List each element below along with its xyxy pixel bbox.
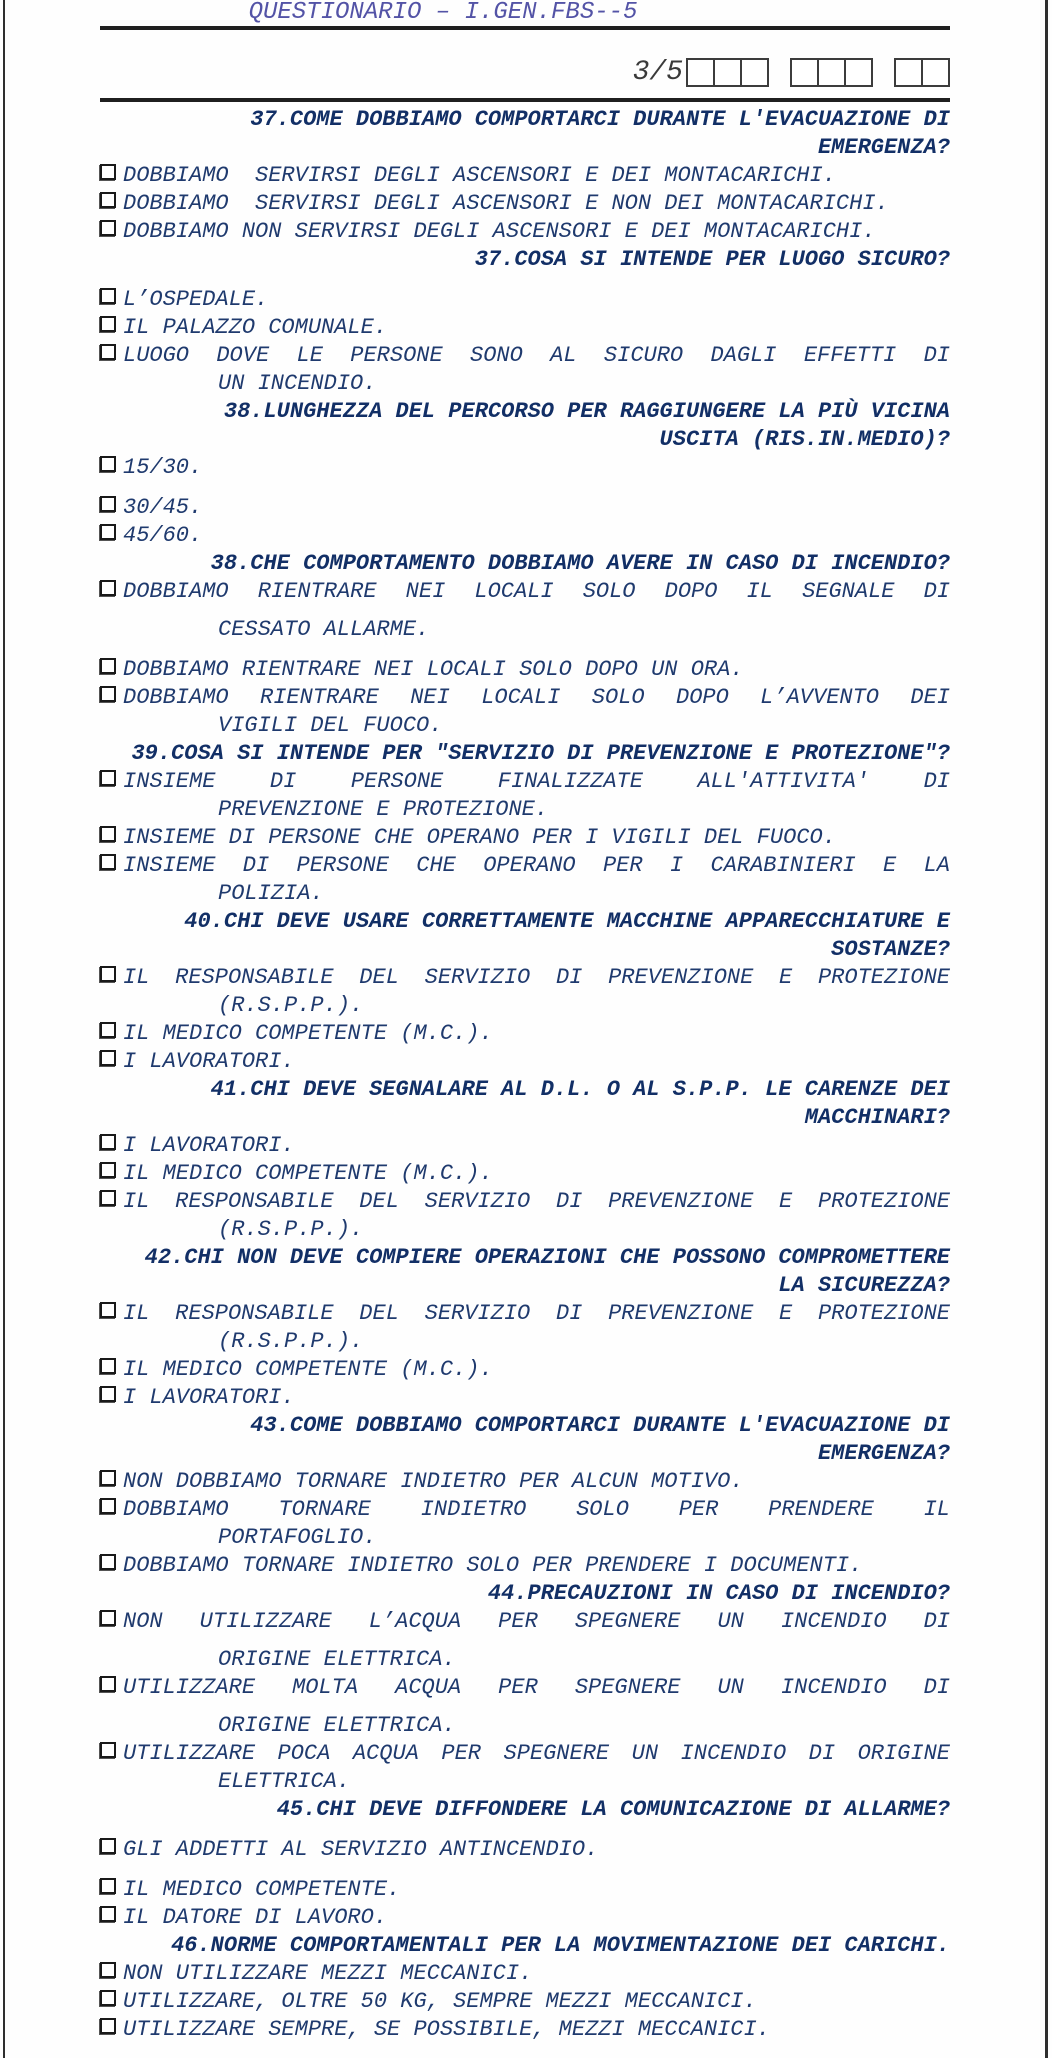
- answer-option: [100, 1876, 950, 1904]
- answer-option: [100, 1836, 950, 1864]
- option-line: [100, 454, 950, 482]
- question-line: SOSTANZE?: [831, 937, 950, 962]
- option-text: CESSATO ALLARME.: [218, 617, 430, 642]
- option-line: [100, 1876, 950, 1904]
- option-text: IL MEDICO COMPETENTE (M.C.).: [123, 1161, 493, 1186]
- checkbox-icon[interactable]: [100, 826, 116, 842]
- answer-option: [100, 522, 950, 550]
- answer-option: [100, 1674, 950, 1740]
- option-text: DOBBIAMO TORNARE INDIETRO SOLO PER PRENDERE IL: [123, 1497, 950, 1522]
- option-text: IL MEDICO COMPETENTE (M.C.).: [123, 1021, 493, 1046]
- answer-box-cell[interactable]: [740, 58, 769, 87]
- answer-option: [100, 342, 950, 398]
- option-text: I LAVORATORI.: [123, 1049, 295, 1074]
- option-line: [100, 1356, 950, 1384]
- option-line: [100, 190, 950, 218]
- question-heading: [100, 246, 950, 274]
- checkbox-icon[interactable]: [100, 1554, 116, 1570]
- checkbox-icon[interactable]: [100, 1990, 116, 2006]
- answer-option: [100, 2016, 950, 2044]
- option-text: UTILIZZARE SEMPRE, SE POSSIBILE, MEZZI MECCANICI.: [123, 2017, 770, 2042]
- option-text: (R.S.P.P.).: [218, 1217, 364, 1242]
- answer-option: [100, 656, 950, 684]
- option-line: [100, 1468, 950, 1496]
- answer-option: [100, 578, 950, 644]
- option-line: [100, 824, 950, 852]
- option-text: NON UTILIZZARE L’ACQUA PER SPEGNERE UN INCENDIO DI: [123, 1609, 950, 1634]
- option-text: UTILIZZARE, OLTRE 50 KG, SEMPRE MEZZI MECCANICI.: [123, 1989, 757, 2014]
- page-border-right: [1045, 0, 1048, 2058]
- question-heading: [100, 106, 950, 162]
- option-line: [100, 1132, 950, 1160]
- option-text: IL RESPONSABILE DEL SERVIZIO DI PREVENZIONE E PROTEZIONE: [123, 1301, 950, 1326]
- question-line: 45.CHI DEVE DIFFONDERE LA COMUNICAZIONE DI ALLARME?: [276, 1797, 950, 1822]
- checkbox-icon[interactable]: [100, 2018, 116, 2034]
- option-text: DOBBIAMO NON SERVIRSI DEGLI ASCENSORI E DEI MONTACARICHI.: [123, 219, 876, 244]
- option-line: [100, 1160, 950, 1188]
- option-line: [100, 1524, 950, 1552]
- page-number: 3/5: [632, 57, 683, 88]
- option-text: IL DATORE DI LAVORO.: [123, 1905, 388, 1930]
- option-text: UTILIZZARE POCA ACQUA PER SPEGNERE UN INCENDIO DI ORIGINE: [123, 1741, 950, 1766]
- checkbox-icon[interactable]: [100, 770, 116, 786]
- option-line: [100, 1836, 950, 1864]
- checkbox-icon[interactable]: [100, 1386, 116, 1402]
- answer-option: [100, 218, 950, 246]
- option-line: [100, 1712, 950, 1740]
- option-line: [100, 1608, 950, 1636]
- answer-box-cell[interactable]: [921, 58, 950, 87]
- option-text: INSIEME DI PERSONE CHE OPERANO PER I CARABINIERI E LA: [123, 853, 950, 878]
- answer-option: [100, 1384, 950, 1412]
- option-line: [100, 1988, 950, 2016]
- option-line: [100, 1674, 950, 1702]
- answer-option: [100, 1608, 950, 1674]
- option-text: 45/60.: [123, 523, 203, 548]
- option-text: IL PALAZZO COMUNALE.: [123, 315, 388, 340]
- answer-box-cell[interactable]: [713, 58, 742, 87]
- option-line: [100, 286, 950, 314]
- answer-option: [100, 1988, 950, 2016]
- checkbox-icon[interactable]: [100, 1676, 116, 1692]
- question-heading: [100, 550, 950, 578]
- answer-option: [100, 1552, 950, 1580]
- option-text: ELETTRICA.: [218, 1769, 351, 1794]
- page-title: QUESTIONARIO – I.GEN.FBS--5: [248, 0, 638, 26]
- checkbox-icon[interactable]: [100, 686, 116, 702]
- answer-box-cell[interactable]: [894, 58, 923, 87]
- option-line: [100, 1646, 950, 1674]
- question-heading: [100, 740, 950, 768]
- option-line: [100, 2016, 950, 2044]
- checkbox-icon[interactable]: [100, 192, 116, 208]
- option-text: DOBBIAMO RIENTRARE NEI LOCALI SOLO DOPO IL SEGNALE DI: [123, 579, 950, 604]
- question-heading: [100, 1076, 950, 1132]
- checkbox-icon[interactable]: [100, 1302, 116, 1318]
- option-line: [100, 1048, 950, 1076]
- checkbox-icon[interactable]: [100, 316, 116, 332]
- checkbox-icon[interactable]: [100, 1906, 116, 1922]
- answer-option: [100, 852, 950, 908]
- option-line: [100, 578, 950, 606]
- answer-option: [100, 1740, 950, 1796]
- question-line: 38.LUNGHEZZA DEL PERCORSO PER RAGGIUNGERE LA PIÙ VICINA: [223, 399, 950, 424]
- checkbox-icon[interactable]: [100, 1498, 116, 1514]
- checkbox-icon[interactable]: [100, 456, 116, 472]
- question-line: 37.COSA SI INTENDE PER LUOGO SICURO?: [474, 247, 950, 272]
- question-line: 40.CHI DEVE USARE CORRETTAMENTE MACCHINE APPARECCHIATURE E: [184, 909, 950, 934]
- answer-option: [100, 1188, 950, 1244]
- question-line: 41.CHI DEVE SEGNALARE AL D.L. O AL S.P.P. LE CARENZE DEI: [210, 1077, 950, 1102]
- option-text: INSIEME DI PERSONE CHE OPERANO PER I VIGILI DEL FUOCO.: [123, 825, 836, 850]
- checkbox-icon[interactable]: [100, 1358, 116, 1374]
- page-indicator-row: [100, 57, 950, 88]
- checkbox-icon[interactable]: [100, 344, 116, 360]
- option-text: LUOGO DOVE LE PERSONE SONO AL SICURO DAGLI EFFETTI DI: [123, 343, 950, 368]
- checkbox-icon[interactable]: [100, 1190, 116, 1206]
- header-rule-top: [100, 26, 950, 30]
- option-text: DOBBIAMO SERVIRSI DEGLI ASCENSORI E DEI MONTACARICHI.: [123, 163, 836, 188]
- answer-box-group: [894, 58, 950, 87]
- option-line: [100, 684, 950, 712]
- question-heading: [100, 1580, 950, 1608]
- question-heading: [100, 1244, 950, 1300]
- answer-box-group: [686, 58, 769, 87]
- question-line: 42.CHI NON DEVE COMPIERE OPERAZIONI CHE POSSONO COMPROMETTERE: [144, 1245, 950, 1270]
- answer-option: [100, 1904, 950, 1932]
- answer-option: [100, 1496, 950, 1552]
- option-text: (R.S.P.P.).: [218, 993, 364, 1018]
- option-line: [100, 1216, 950, 1244]
- option-line: [100, 964, 950, 992]
- option-text: DOBBIAMO RIENTRARE NEI LOCALI SOLO DOPO UN ORA.: [123, 657, 744, 682]
- option-line: [100, 1904, 950, 1932]
- option-line: [100, 656, 950, 684]
- option-line: [100, 370, 950, 398]
- answer-option: [100, 494, 950, 522]
- checkbox-icon[interactable]: [100, 1134, 116, 1150]
- checkbox-icon[interactable]: [100, 1022, 116, 1038]
- option-text: IL RESPONSABILE DEL SERVIZIO DI PREVENZIONE E PROTEZIONE: [123, 1189, 950, 1214]
- option-text: NON UTILIZZARE MEZZI MECCANICI.: [123, 1961, 533, 1986]
- option-line: [100, 852, 950, 880]
- answer-box-cell[interactable]: [686, 58, 715, 87]
- answer-option: [100, 824, 950, 852]
- answer-box-cell[interactable]: [790, 58, 819, 87]
- checkbox-icon[interactable]: [100, 658, 116, 674]
- option-text: ORIGINE ELETTRICA.: [218, 1713, 456, 1738]
- answer-box-cell[interactable]: [844, 58, 873, 87]
- option-text: IL MEDICO COMPETENTE.: [123, 1877, 401, 1902]
- question-heading: [100, 398, 950, 454]
- option-text: 30/45.: [123, 495, 203, 520]
- option-text: IL RESPONSABILE DEL SERVIZIO DI PREVENZIONE E PROTEZIONE: [123, 965, 950, 990]
- checkbox-icon[interactable]: [100, 580, 116, 596]
- option-line: [100, 1960, 950, 1988]
- answer-option: [100, 1300, 950, 1356]
- answer-box-groups: [683, 58, 950, 87]
- option-text: (R.S.P.P.).: [218, 1329, 364, 1354]
- option-text: POLIZIA.: [218, 881, 324, 906]
- answer-option: [100, 190, 950, 218]
- question-line: 46.NORME COMPORTAMENTALI PER LA MOVIMENTAZIONE DEI CARICHI.: [171, 1933, 950, 1958]
- question-line: 39.COSA SI INTENDE PER "SERVIZIO DI PREVENZIONE E PROTEZIONE"?: [131, 741, 950, 766]
- option-line: [100, 1300, 950, 1328]
- option-text: DOBBIAMO TORNARE INDIETRO SOLO PER PRENDERE I DOCUMENTI.: [123, 1553, 863, 1578]
- answer-option: [100, 1356, 950, 1384]
- question-line: 37.COME DOBBIAMO COMPORTARCI DURANTE L'EVACUAZIONE DI: [250, 107, 950, 132]
- header-rule-bottom: [100, 98, 950, 102]
- option-text: 15/30.: [123, 455, 203, 480]
- checkbox-icon[interactable]: [100, 1962, 116, 1978]
- option-text: IL MEDICO COMPETENTE (M.C.).: [123, 1357, 493, 1382]
- question-line: 38.CHE COMPORTAMENTO DOBBIAMO AVERE IN CASO DI INCENDIO?: [210, 551, 950, 576]
- option-line: [100, 768, 950, 796]
- option-line: [100, 796, 950, 824]
- option-text: I LAVORATORI.: [123, 1133, 295, 1158]
- answer-option: [100, 286, 950, 314]
- answer-option: [100, 162, 950, 190]
- answer-option: [100, 1468, 950, 1496]
- option-line: [100, 616, 950, 644]
- option-line: [100, 218, 950, 246]
- option-line: [100, 1328, 950, 1356]
- option-line: [100, 880, 950, 908]
- answer-box-cell[interactable]: [817, 58, 846, 87]
- checkbox-icon[interactable]: [100, 1050, 116, 1066]
- question-line: EMERGENZA?: [817, 135, 950, 160]
- question-heading: [100, 908, 950, 964]
- answer-option: [100, 1960, 950, 1988]
- checkbox-icon[interactable]: [100, 1610, 116, 1626]
- option-line: [100, 712, 950, 740]
- question-list: [100, 106, 950, 2044]
- checkbox-icon[interactable]: [100, 1878, 116, 1894]
- question-line: 44.PRECAUZIONI IN CASO DI INCENDIO?: [487, 1581, 950, 1606]
- answer-option: [100, 964, 950, 1020]
- option-line: [100, 1768, 950, 1796]
- option-line: [100, 1188, 950, 1216]
- checkbox-icon[interactable]: [100, 854, 116, 870]
- option-line: [100, 494, 950, 522]
- answer-option: [100, 768, 950, 824]
- page-border-left: [3, 0, 5, 2058]
- answer-option: [100, 1160, 950, 1188]
- option-line: [100, 522, 950, 550]
- checkbox-icon[interactable]: [100, 288, 116, 304]
- option-text: NON DOBBIAMO TORNARE INDIETRO PER ALCUN MOTIVO.: [123, 1469, 744, 1494]
- question-line: USCITA (RIS.IN.MEDIO)?: [659, 427, 950, 452]
- answer-option: [100, 1020, 950, 1048]
- question-line: EMERGENZA?: [817, 1441, 950, 1466]
- option-line: [100, 1496, 950, 1524]
- option-text: PREVENZIONE E PROTEZIONE.: [218, 797, 549, 822]
- checkbox-icon[interactable]: [100, 966, 116, 982]
- option-text: UTILIZZARE MOLTA ACQUA PER SPEGNERE UN INCENDIO DI: [123, 1675, 950, 1700]
- question-line: 43.COME DOBBIAMO COMPORTARCI DURANTE L'EVACUAZIONE DI: [250, 1413, 950, 1438]
- option-text: I LAVORATORI.: [123, 1385, 295, 1410]
- option-line: [100, 992, 950, 1020]
- answer-option: [100, 314, 950, 342]
- option-line: [100, 342, 950, 370]
- content-column: [100, 0, 950, 2044]
- checkbox-icon[interactable]: [100, 1162, 116, 1178]
- checkbox-icon[interactable]: [100, 1742, 116, 1758]
- option-text: ORIGINE ELETTRICA.: [218, 1647, 456, 1672]
- option-text: DOBBIAMO RIENTRARE NEI LOCALI SOLO DOPO L’AVVENTO DEI: [123, 685, 950, 710]
- answer-option: [100, 1132, 950, 1160]
- option-line: [100, 1020, 950, 1048]
- checkbox-icon[interactable]: [100, 220, 116, 236]
- option-text: GLI ADDETTI AL SERVIZIO ANTINCENDIO.: [123, 1837, 599, 1862]
- option-line: [100, 162, 950, 190]
- option-text: UN INCENDIO.: [218, 371, 377, 396]
- checkbox-icon[interactable]: [100, 1838, 116, 1854]
- option-text: L’OSPEDALE.: [123, 287, 269, 312]
- option-text: PORTAFOGLIO.: [218, 1525, 377, 1550]
- answer-option: [100, 684, 950, 740]
- option-line: [100, 314, 950, 342]
- option-text: INSIEME DI PERSONE FINALIZZATE ALL'ATTIVITA' DI: [123, 769, 950, 794]
- checkbox-icon[interactable]: [100, 164, 116, 180]
- answer-option: [100, 454, 950, 482]
- checkbox-icon[interactable]: [100, 1470, 116, 1486]
- question-heading: [100, 1796, 950, 1824]
- option-line: [100, 1740, 950, 1768]
- option-text: DOBBIAMO SERVIRSI DEGLI ASCENSORI E NON DEI MONTACARICHI.: [123, 191, 889, 216]
- question-line: MACCHINARI?: [804, 1105, 950, 1130]
- option-text: VIGILI DEL FUOCO.: [218, 713, 443, 738]
- question-heading: [100, 1412, 950, 1468]
- option-line: [100, 1552, 950, 1580]
- answer-box-group: [790, 58, 873, 87]
- answer-option: [100, 1048, 950, 1076]
- question-line: LA SICUREZZA?: [778, 1273, 950, 1298]
- question-heading: [100, 1932, 950, 1960]
- checkbox-icon[interactable]: [100, 524, 116, 540]
- checkbox-icon[interactable]: [100, 496, 116, 512]
- option-line: [100, 1384, 950, 1412]
